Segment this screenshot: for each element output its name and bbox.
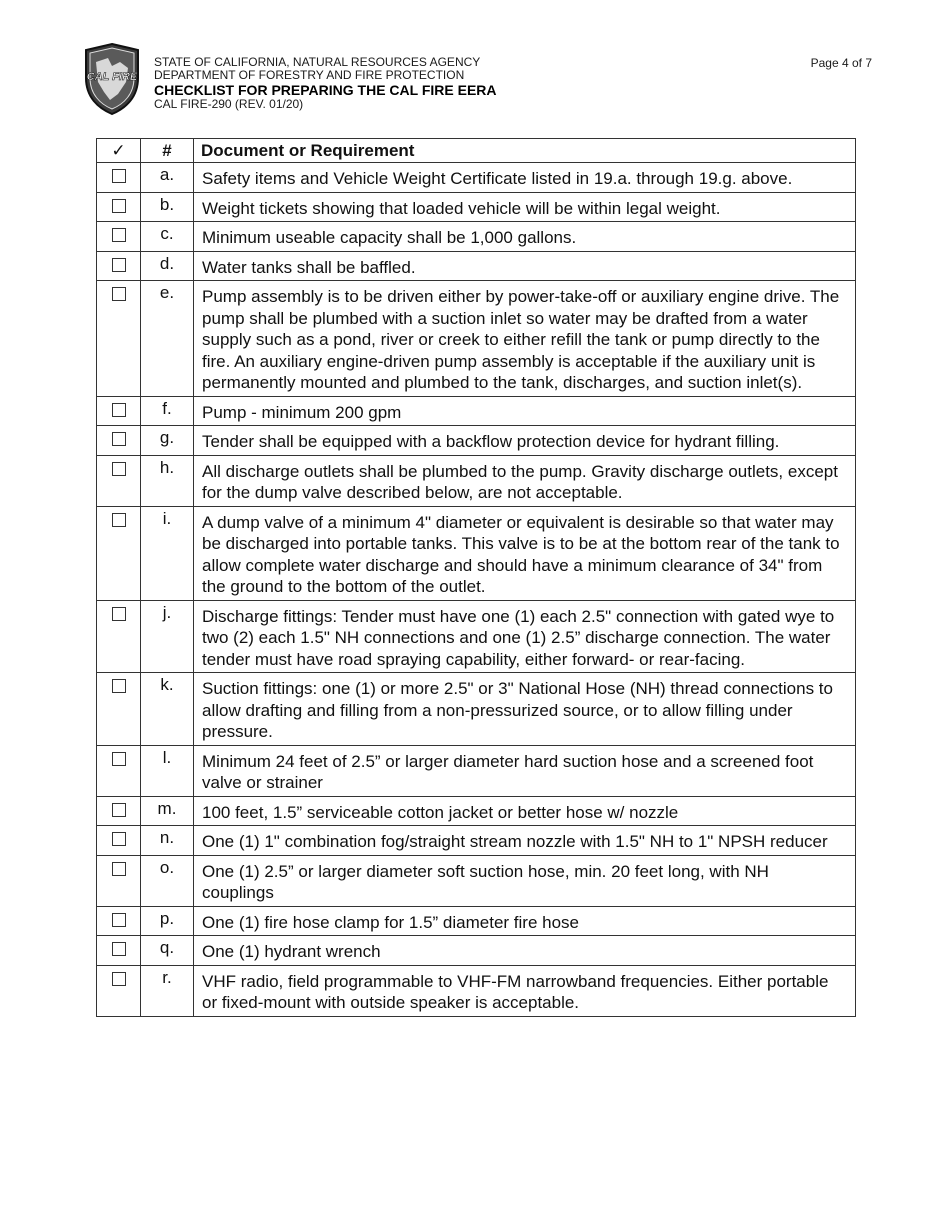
requirement-text: All discharge outlets shall be plumbed to the pump. Gravity discharge outlets, except for the dump valve described below, are not acceptable.: [194, 455, 856, 506]
table-row: [97, 936, 856, 966]
checkbox[interactable]: [112, 287, 126, 301]
checkbox[interactable]: [112, 432, 126, 446]
item-number: r.: [141, 965, 194, 1016]
checkbox-cell: [97, 796, 141, 826]
checkbox-cell: [97, 906, 141, 936]
checkbox[interactable]: [112, 403, 126, 417]
document-title: CHECKLIST FOR PREPARING THE CAL FIRE EERA: [154, 82, 497, 98]
checkbox[interactable]: [112, 462, 126, 476]
requirement-text: One (1) 1" combination fog/straight stream nozzle with 1.5" NH to 1" NPSH reducer: [194, 826, 856, 856]
checkbox-cell: [97, 965, 141, 1016]
requirement-column-header: Document or Requirement: [194, 139, 856, 163]
table-row: [97, 855, 856, 906]
table-row: [97, 192, 856, 222]
checkbox[interactable]: [112, 803, 126, 817]
table-row: [97, 826, 856, 856]
requirement-text: Weight tickets showing that loaded vehicle will be within legal weight.: [194, 192, 856, 222]
checkbox[interactable]: [112, 942, 126, 956]
item-number: o.: [141, 855, 194, 906]
checkbox-cell: [97, 600, 141, 673]
table-row: [97, 222, 856, 252]
logo-text: CAL FIRE: [86, 71, 138, 83]
checkbox[interactable]: [112, 679, 126, 693]
requirement-text: A dump valve of a minimum 4" diameter or equivalent is desirable so that water may be discharged into portable tanks. This valve is to be at the bottom rear of the tank to allow complete water discharge and should have a minimum clearance of 34" from the ground to the bottom of the outlet.: [194, 506, 856, 600]
table-row: [97, 600, 856, 673]
checkbox-cell: [97, 396, 141, 426]
checkbox-cell: [97, 251, 141, 281]
check-column-header: ✓: [97, 139, 141, 163]
document-header: [154, 56, 497, 111]
checkbox[interactable]: [112, 862, 126, 876]
item-number: b.: [141, 192, 194, 222]
item-number: m.: [141, 796, 194, 826]
form-number: CAL FIRE-290 (REV. 01/20): [154, 97, 304, 111]
checkbox[interactable]: [112, 752, 126, 766]
item-number: e.: [141, 281, 194, 397]
department-name: DEPARTMENT OF FORESTRY AND FIRE PROTECTION: [154, 68, 465, 82]
requirement-text: Pump - minimum 200 gpm: [194, 396, 856, 426]
page-number: Page 4 of 7: [810, 56, 872, 70]
requirements-table: [96, 138, 856, 1017]
requirement-text: Suction fittings: one (1) or more 2.5" or 3" National Hose (NH) thread connections to allow drafting and filling from a non-pressurized source, or to allow filling under pressure.: [194, 673, 856, 746]
requirement-text: VHF radio, field programmable to VHF-FM narrowband frequencies. Either portable or fixed-mount with outside speaker is acceptable.: [194, 965, 856, 1016]
requirement-text: Safety items and Vehicle Weight Certificate listed in 19.a. through 19.g. above.: [194, 163, 856, 193]
table-row: [97, 251, 856, 281]
item-number: i.: [141, 506, 194, 600]
item-number: f.: [141, 396, 194, 426]
table-row: [97, 796, 856, 826]
table-header-row: [97, 139, 856, 163]
number-column-header: #: [141, 139, 194, 163]
item-number: n.: [141, 826, 194, 856]
item-number: l.: [141, 745, 194, 796]
item-number: k.: [141, 673, 194, 746]
table-row: [97, 673, 856, 746]
requirement-text: 100 feet, 1.5” serviceable cotton jacket or better hose w/ nozzle: [194, 796, 856, 826]
table-row: [97, 455, 856, 506]
table-row: [97, 745, 856, 796]
checkbox-cell: [97, 936, 141, 966]
item-number: d.: [141, 251, 194, 281]
checkbox-cell: [97, 163, 141, 193]
item-number: p.: [141, 906, 194, 936]
requirement-text: One (1) hydrant wrench: [194, 936, 856, 966]
table-row: [97, 906, 856, 936]
item-number: a.: [141, 163, 194, 193]
checkbox-cell: [97, 222, 141, 252]
checkbox[interactable]: [112, 199, 126, 213]
checkbox-cell: [97, 192, 141, 222]
checkbox[interactable]: [112, 228, 126, 242]
checkbox-cell: [97, 281, 141, 397]
checkbox-cell: [97, 506, 141, 600]
item-number: c.: [141, 222, 194, 252]
requirement-text: Tender shall be equipped with a backflow protection device for hydrant filling.: [194, 426, 856, 456]
item-number: j.: [141, 600, 194, 673]
checkbox[interactable]: [112, 607, 126, 621]
item-number: q.: [141, 936, 194, 966]
checkbox[interactable]: [112, 513, 126, 527]
table-row: [97, 281, 856, 397]
table-row: [97, 163, 856, 193]
checkbox[interactable]: [112, 832, 126, 846]
cal-fire-logo: [82, 42, 142, 116]
table-row: [97, 396, 856, 426]
checkbox[interactable]: [112, 972, 126, 986]
requirement-text: One (1) fire hose clamp for 1.5” diameter fire hose: [194, 906, 856, 936]
table-row: [97, 965, 856, 1016]
checkbox-cell: [97, 826, 141, 856]
checkbox-cell: [97, 673, 141, 746]
table-row: [97, 426, 856, 456]
item-number: g.: [141, 426, 194, 456]
agency-name: STATE OF CALIFORNIA, NATURAL RESOURCES AGENCY: [154, 55, 481, 69]
requirement-text: One (1) 2.5” or larger diameter soft suction hose, min. 20 feet long, with NH couplings: [194, 855, 856, 906]
requirement-text: Minimum useable capacity shall be 1,000 gallons.: [194, 222, 856, 252]
checkbox[interactable]: [112, 258, 126, 272]
checkbox[interactable]: [112, 913, 126, 927]
table-row: [97, 506, 856, 600]
requirement-text: Pump assembly is to be driven either by power-take-off or auxiliary engine drive. The pump shall be plumbed with a suction inlet so water may be drafted from a water supply such as a pond, river or creek to either refill the tank or pump directly to the fire. An auxiliary engine-driven pump assembly is acceptable if the auxiliary unit is permanently mounted and plumbed to the tank, discharges, and suction inlet(s).: [194, 281, 856, 397]
requirement-text: Water tanks shall be baffled.: [194, 251, 856, 281]
checkbox-cell: [97, 426, 141, 456]
requirement-text: Minimum 24 feet of 2.5” or larger diameter hard suction hose and a screened foot valve or strainer: [194, 745, 856, 796]
requirement-text: Discharge fittings: Tender must have one (1) each 2.5" connection with gated wye to two (2) each 1.5" NH connections and one (1) 2.5” discharge connection. The water tender must have road spraying capability, either forward- or rear-facing.: [194, 600, 856, 673]
checkbox-cell: [97, 745, 141, 796]
checkbox-cell: [97, 455, 141, 506]
item-number: h.: [141, 455, 194, 506]
checkbox-cell: [97, 855, 141, 906]
checkbox[interactable]: [112, 169, 126, 183]
